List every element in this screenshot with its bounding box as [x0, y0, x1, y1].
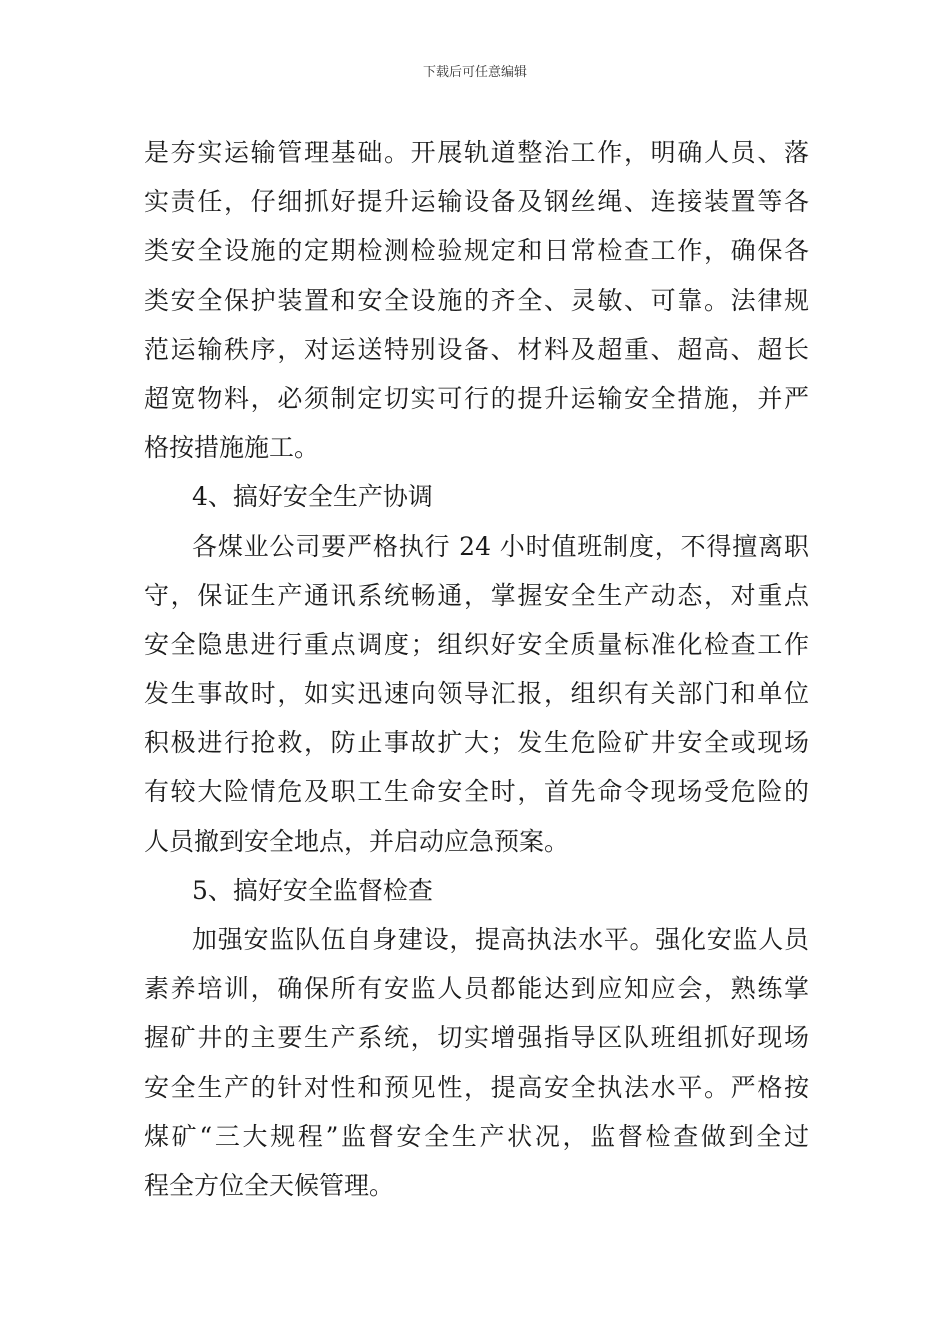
page-header: 下载后可任意编辑: [422, 65, 527, 80]
paragraph-line: 类安全保护装置和安全设施的齐全、灵敏、可靠。法律规: [144, 285, 809, 315]
paragraph-line: 安全生产的针对性和预见性，提高安全执法水平。严格按: [144, 1072, 809, 1102]
paragraph-line: 有较大险情危及职工生命安全时，首先命令现场受危险的: [144, 777, 809, 807]
paragraph-line: 超宽物料，必须制定切实可行的提升运输安全措施，并严: [144, 383, 809, 413]
paragraph-line: 握矿井的主要生产系统，切实增强指导区队班组抓好现场: [144, 1023, 809, 1053]
document-body: [144, 128, 809, 1210]
paragraph-line: 安全隐患进行重点调度；组织好安全质量标准化检查工作: [144, 629, 809, 659]
paragraph-line: 发生事故时，如实迅速向领导汇报，组织有关部门和单位: [144, 679, 809, 709]
section-heading: 5、搞好安全监督检查: [192, 875, 433, 905]
paragraph-line: 人员撤到安全地点，并启动应急预案。: [144, 826, 570, 856]
paragraph-line: 煤矿“三大规程”监督安全生产状况，监督检查做到全过: [144, 1121, 809, 1151]
section-heading: 4、搞好安全生产协调: [192, 482, 433, 512]
paragraph-line: 素养培训，确保所有安监人员都能达到应知应会，熟练掌: [144, 974, 809, 1004]
paragraph-line: 程全方位全天候管理。: [144, 1170, 395, 1200]
paragraph-line: 范运输秩序，对运送特别设备、材料及超重、超高、超长: [144, 334, 809, 364]
paragraph-line: 实责任，仔细抓好提升运输设备及钢丝绳、连接装置等各: [144, 187, 809, 217]
paragraph-line: 加强安监队伍自身建设，提高执法水平。强化安监人员: [192, 925, 809, 954]
paragraph-line: 格按措施施工。: [144, 433, 320, 463]
paragraph-line: 类安全设施的定期检测检验规定和日常检查工作，确保各: [144, 236, 809, 266]
paragraph-line: 积极进行抢救，防止事故扩大；发生危险矿井安全或现场: [144, 728, 809, 758]
paragraph-line: 是夯实运输管理基础。开展轨道整治工作，明确人员、落: [144, 138, 809, 167]
paragraph-line: 各煤业公司要严格执行 24 小时值班制度，不得擅离职: [192, 531, 809, 561]
paragraph-line: 守，保证生产通讯系统畅通，掌握安全生产动态，对重点: [144, 580, 809, 610]
